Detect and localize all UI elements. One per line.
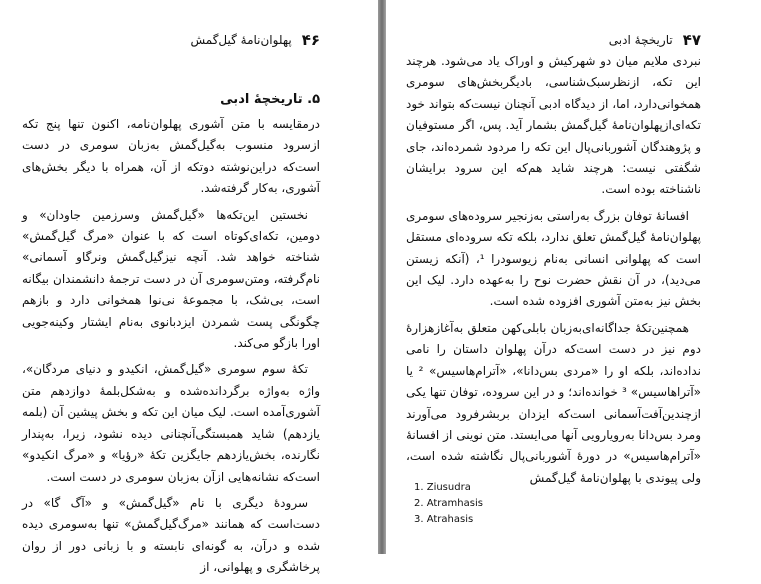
right-page-number: ۴۷ — [682, 31, 701, 49]
right-page-header — [609, 30, 701, 50]
book-gutter — [378, 0, 386, 554]
left-page-header — [190, 30, 320, 50]
right-page-body — [406, 51, 701, 494]
paragraph: افسانهٔ توفان بزرگ به‌راستی به‌زنجیر سروده‌های سومری پهلوان‌نامهٔ گیل‌گمش تعلق ندارد، بلکه تکه سروده‌ای مستقل است که پهلوانی انسانی به‌نام زیوسودرا ¹، (آنکه زیستن می‌دید)، در آن نقش حضرت نوح را به‌عهده دارد. لیک این بخش نیز به‌متن آشوری افزوده شده است. — [406, 208, 702, 309]
paragraph: تکهٔ سوم سومری «گیل‌گمش، انکیدو و دنیای مردگان»، واژه به‌واژه برگردانده‌شده و به‌شکل‌بلمهٔ دوازدهم متن آشوری‌آمده است. لیک میان این تکه و بخش پیشین آن (بلمه یازدهم) شاید همبستگی‌آنچنانی دیده نشود، زیرا، به‌پندار نگارنده، بخش‌یازدهم جایگزین تکهٔ «رؤیا» و «مرگ انکیدو» است‌که نشانه‌هایی ازآن به‌زبان سومری در دست است. — [22, 362, 320, 484]
left-running-title: پهلوان‌نامهٔ گیل‌گمش — [190, 33, 292, 47]
paragraph: سرودهٔ دیگری با نام «گیل‌گمش» و «آگ گا» در دست‌است که همانند «مرگ‌گیل‌گمش» تنها به‌سومری دیده شده و درآن، به گونه‌ای نابسته و با زبانی دور از روان پرخاشگری و پهلوانی، از — [22, 495, 320, 575]
right-page — [386, 0, 761, 554]
paragraph: نخستین این‌تکه‌ها «گیل‌گمش وسرزمین جاودان» و دومین، تکه‌ای‌کوتاه است که با عنوان «مرگ گیل‌گمش» شناخته خواهد شد. آنچه نیزگیل‌گمش ونرگاو آسمانی» نام‌گرفته، ومتن‌سومری آن در دست ترجمهٔ دانشمندان بیگانه است، بی‌شک، با مجموعهٔ نی‌نوا همخوانی دارد و بازهم چگونگی پست شمردن ایزدبانوی به‌نام ایشتار وکینه‌جویی اورا بازگو می‌کند. — [22, 207, 320, 351]
right-running-title: تاریخچهٔ ادبی — [608, 33, 673, 47]
footnote: 1. Ziusudra — [414, 482, 471, 493]
footnote: 2. Atramhasis — [414, 498, 483, 509]
left-page-body — [22, 88, 320, 584]
left-page-number: ۴۶ — [301, 31, 320, 49]
footnotes — [414, 480, 483, 528]
paragraph: نبردی ملایم میان دو شهرکیش و اوراک یاد می‌شود. هرچند این تکه، ازنظرسبک‌شناسی، بادیگربخش‌های سومری همخوانی‌دارد، اما، از دیدگاه ادبی آنچنان نیست‌که بتواند خود تکه‌ای‌ازپهلوان‌نامهٔ گیل‌گمش بشمار آید. پس، اگر مستوفیان و پژوهندگان آشوربانی‌پال این تکه را مردود شمرده‌اند، جای شگفتی نیست: هرچند شاید هم‌که این سرود برایشان ناشناخته بوده است. — [406, 54, 701, 197]
paragraph: همچنین‌تکهٔ جداگانه‌ای‌به‌زبان بابلی‌کهن متعلق به‌آغازهزارهٔ دوم نیز در دست است‌که درآن پهلوان داستان را نامی نداده‌اند، بلکه او را «مردی بس‌دانا»، «آترام‌هاسیس» ² یا «آتراهاسیس» ³ خوانده‌اند؛ و در این سروده، توفان تنها یکی ازچندین‌آفت‌آسمانی است‌که ایزدان بربشرفرود می‌آورند ومرد بس‌دانا به‌رویارویی آنها می‌ایستد. متن نوینی از افسانهٔ «آترام‌هاسیس» در دورهٔ آشوربانی‌پال نگاشته شده است، ولی پیوندی با پهلوان‌نامهٔ گیل‌گمش — [406, 320, 701, 485]
section-title: ۵. تاریخچهٔ ادبی — [220, 92, 320, 107]
left-page — [0, 0, 378, 575]
footnote: 3. Atrahasis — [414, 514, 474, 525]
paragraph: درمقایسه با متن آشوری پهلوان‌نامه، اکنون تنها پنج تکه ازسرود منسوب به‌گیل‌گمش به‌زبان سومری در دست است‌که دراین‌نوشته دوتکه از آن، همراه با دیگر بخش‌های آشوری، به‌کار گرفته‌شد. — [22, 117, 320, 196]
